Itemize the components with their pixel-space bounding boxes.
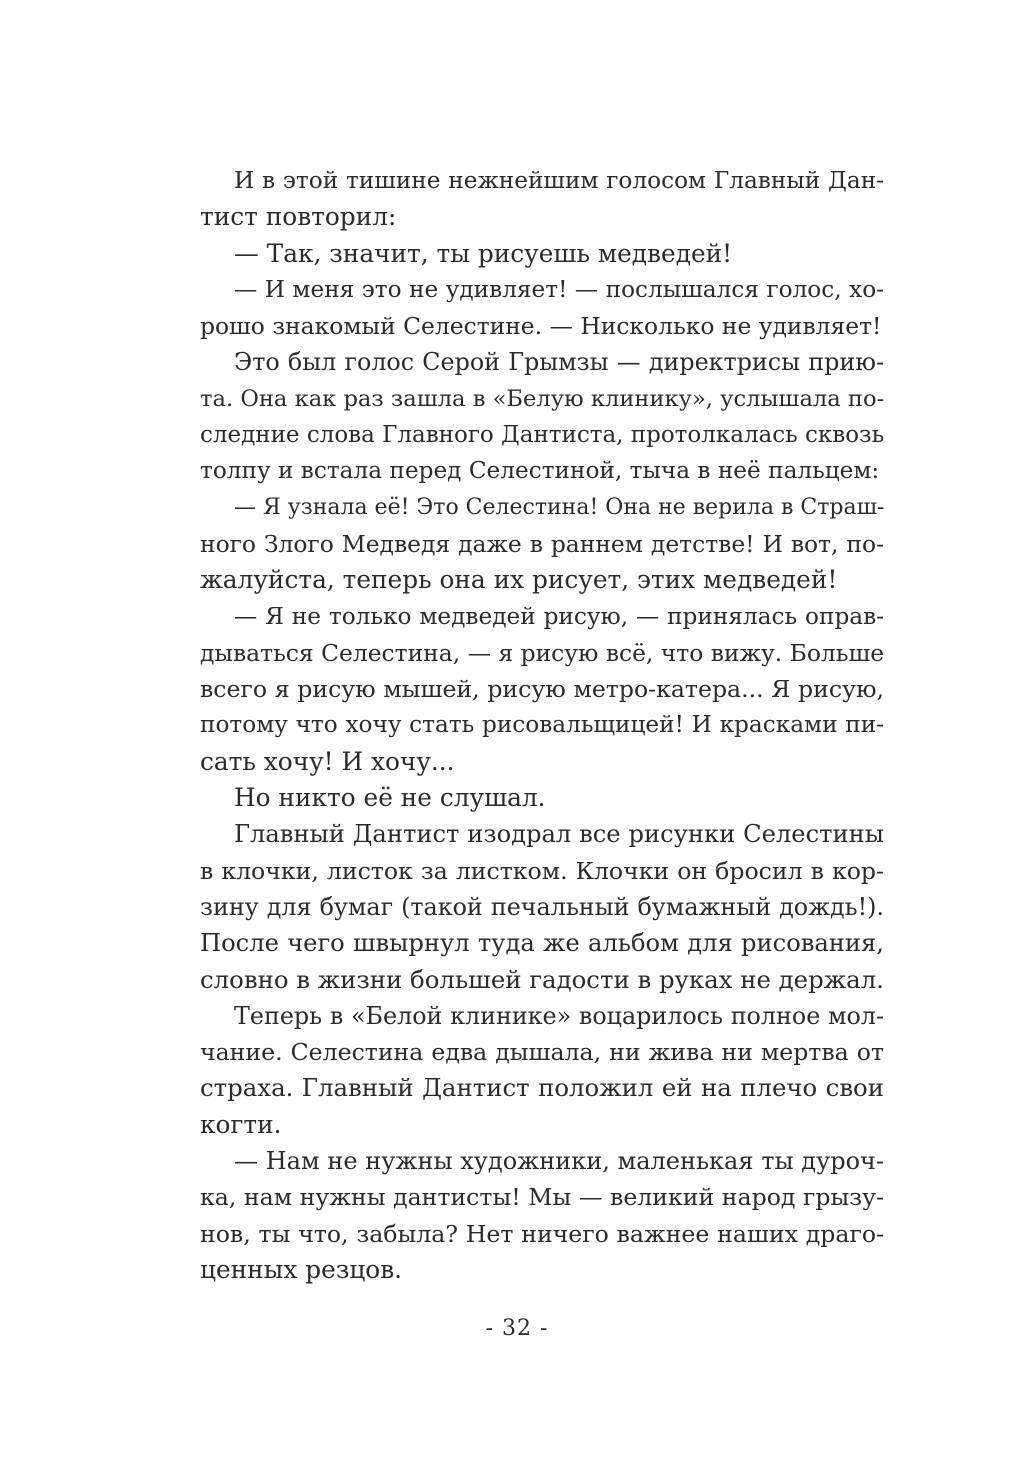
text-line: рошо знакомый Селестине. — Нисколько не удивляет!	[200, 312, 882, 341]
text-line: — И меня это не удивляет! — послышался голос, хо-	[234, 275, 884, 303]
text-line: зину для бумаг (такой печальный бумажный дождь!).	[200, 892, 884, 921]
text-line: та. Она как раз зашла в «Белую клинику», услышала по-	[200, 385, 885, 412]
text-line: Теперь в «Белой клинике» воцарилось полное мол-	[234, 1001, 884, 1030]
text-line: ка, нам нужны дантисты! Мы — великий народ грызу-	[200, 1183, 884, 1212]
text-line: следние слова Главного Дантиста, протолкалась сквозь	[200, 422, 885, 449]
text-line: в клочки, листок за листком. Клочки он бросил в кор-	[200, 856, 884, 885]
text-line: жалуйста, теперь она их рисует, этих медведей!	[200, 565, 838, 595]
text-line: нов, ты что, забыла? Нет ничего важнее наших драго-	[200, 1219, 884, 1248]
text-line: словно в жизни большей гадости в руках не держал.	[200, 964, 884, 994]
text-line: чание. Селестина едва дышала, ни жива ни мертва от	[200, 1038, 884, 1067]
text-line: тист повторил:	[200, 202, 397, 232]
text-line: толпу и встала перед Селестиной, тыча в неё пальцем:	[200, 457, 880, 485]
text-line: Главный Дантист изодрал все рисунки Селестины	[234, 820, 884, 849]
text-line: ного Злого Медведя даже в раннем детстве! И вот, по-	[200, 529, 884, 558]
text-line: ценных резцов.	[200, 1254, 403, 1284]
text-line: Но никто её не слушал.	[234, 783, 546, 813]
page-number: - 32 -	[485, 1316, 549, 1341]
text-line: Это был голос Серой Грымзы — директрисы прию-	[234, 348, 884, 377]
text-line: — Так, значит, ты рисуешь медведей!	[234, 238, 733, 268]
text-line: когти.	[200, 1109, 282, 1139]
body-text	[200, 163, 884, 1288]
text-line: — Я узнала её! Это Селестина! Она не верила в Страш-	[234, 494, 885, 520]
text-line: сать хочу! И хочу...	[200, 746, 455, 776]
text-line: всего я рисую мышей, рисую метро-катера... Я рисую,	[200, 675, 884, 704]
text-line: дываться Селестина, — я рисую всё, что вижу. Больше	[200, 638, 885, 667]
text-line: — Я не только медведей рисую, — принялась оправ-	[234, 602, 884, 630]
text-line: страха. Главный Дантист положил ей на плечо свои	[200, 1073, 884, 1103]
text-line: После чего швырнул туда же альбом для рисования,	[200, 929, 884, 958]
text-line: И в этой тишине нежнейшим голосом Главный Дан-	[234, 167, 884, 194]
text-line: — Нам не нужны художники, маленькая ты дуроч-	[234, 1147, 884, 1176]
text-line: потому что хочу стать рисовальщицей! И красками пи-	[200, 711, 884, 739]
